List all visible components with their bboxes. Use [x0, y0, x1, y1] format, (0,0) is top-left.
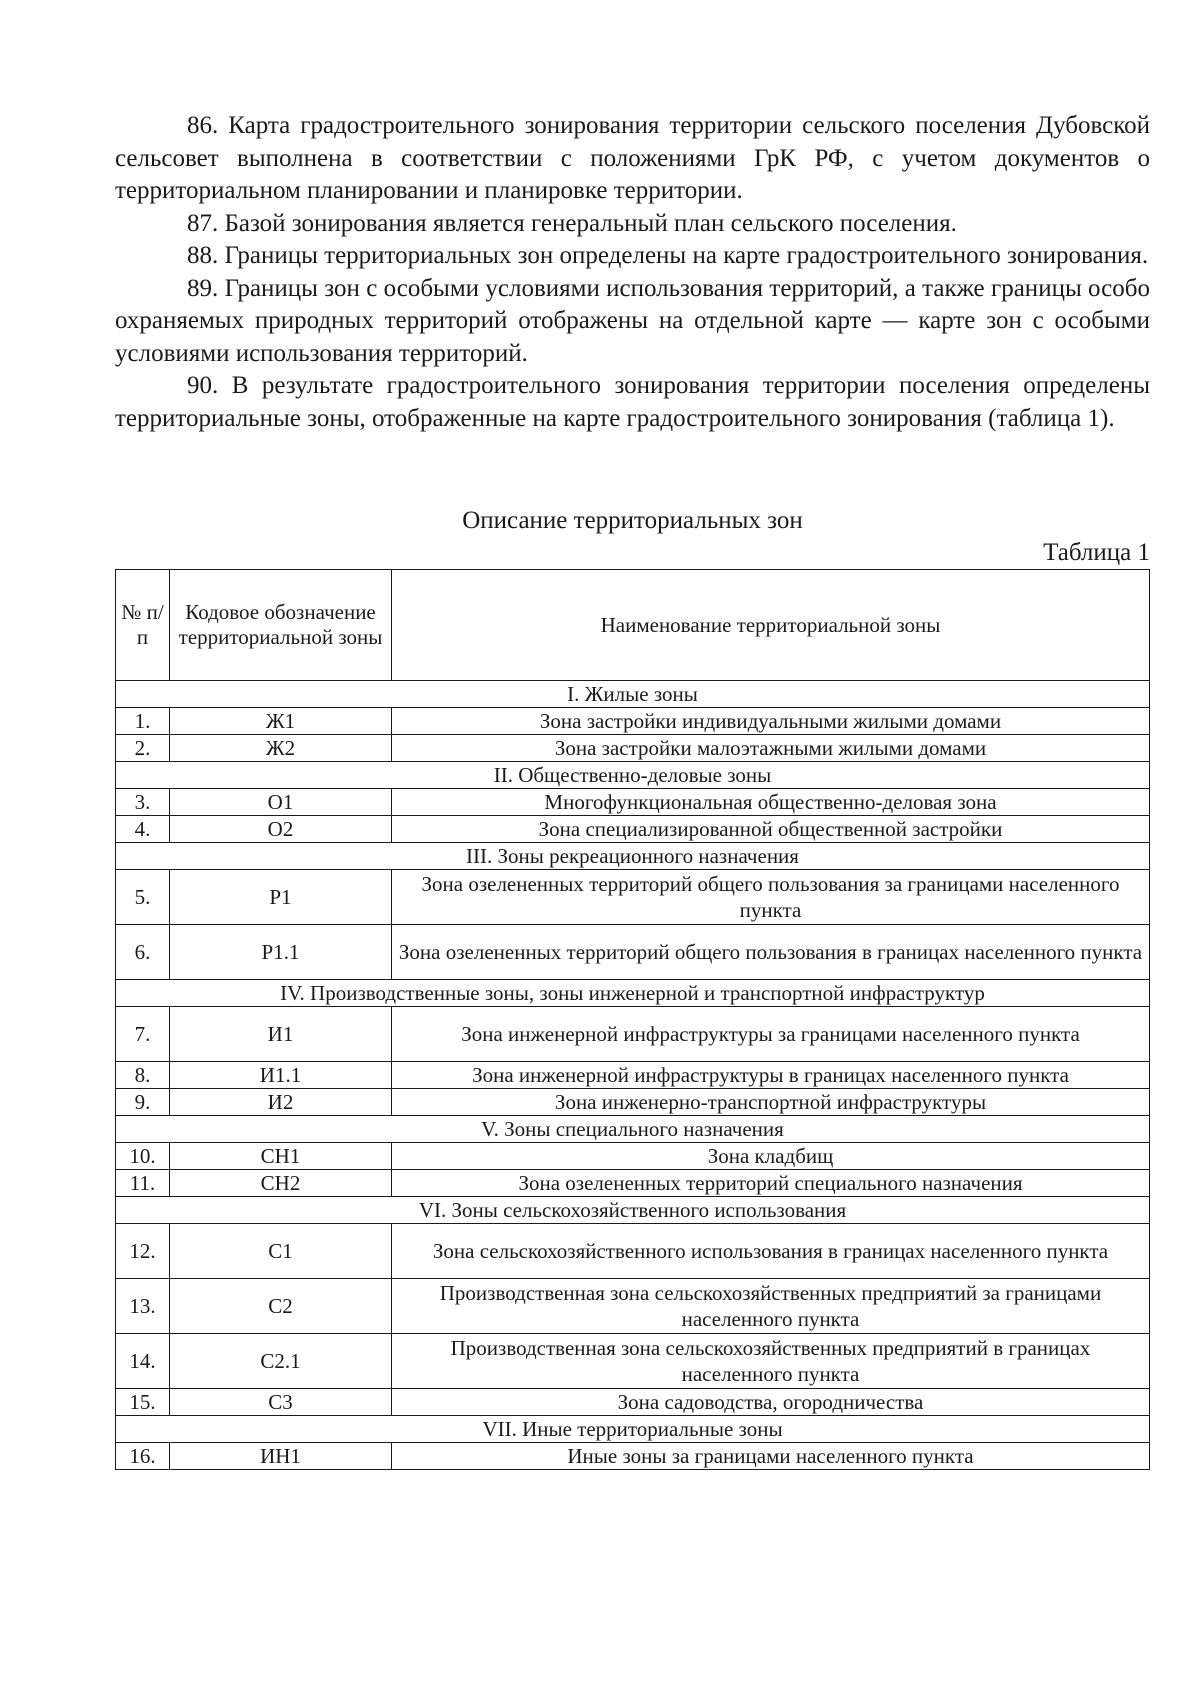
row-num: 11.	[116, 1170, 170, 1197]
row-code: С2	[170, 1279, 392, 1334]
header-name: Наименование территориальной зоны	[392, 570, 1150, 681]
row-code: С2.1	[170, 1334, 392, 1389]
header-code: Кодовое обозначение территориальной зоны	[170, 570, 392, 681]
table-row	[116, 1143, 1150, 1170]
row-num: 16.	[116, 1443, 170, 1470]
row-name: Зона специализированной общественной застройки	[392, 816, 1150, 843]
row-name: Зона инженерной инфраструктуры за границами населенного пункта	[392, 1007, 1150, 1062]
row-name: Зона озелененных территорий специального назначения	[392, 1170, 1150, 1197]
row-name: Производственная зона сельскохозяйственных предприятий в границах населенного пункта	[392, 1334, 1150, 1389]
table-row	[116, 735, 1150, 762]
row-name: Зона сельскохозяйственного использования в границах населенного пункта	[392, 1224, 1150, 1279]
row-code: Р1	[170, 870, 392, 925]
paragraph-89: 89. Границы зон с особыми условиями использования территорий, а также границы особо охраняемых природных территорий отображены на отдельной карте — карте зон с особыми условиями использования территорий.	[115, 274, 1150, 367]
paragraph-87: 87. Базой зонирования является генеральный план сельского поселения.	[187, 209, 957, 237]
row-num: 5.	[116, 870, 170, 925]
row-name: Зона застройки малоэтажными жилыми домами	[392, 735, 1150, 762]
row-num: 14.	[116, 1334, 170, 1389]
group-row	[116, 1416, 1150, 1443]
row-code: О2	[170, 816, 392, 843]
table-row	[116, 925, 1150, 980]
table-row	[116, 1089, 1150, 1116]
row-num: 3.	[116, 789, 170, 816]
header-num: № п/п	[116, 570, 170, 681]
row-num: 15.	[116, 1389, 170, 1416]
document-page	[115, 110, 1150, 1470]
paragraph-86: 86. Карта градостроительного зонирования территории сельского поселения Дубовской сельсовет выполнена в соответствии с положениями ГрК РФ, с учетом документов о территориальном планировании и планировке территории.	[115, 112, 1150, 204]
row-code: Р1.1	[170, 925, 392, 980]
row-num: 7.	[116, 1007, 170, 1062]
row-num: 13.	[116, 1279, 170, 1334]
group-row	[116, 1116, 1150, 1143]
row-code: СН1	[170, 1143, 392, 1170]
group-row	[116, 681, 1150, 708]
row-num: 9.	[116, 1089, 170, 1116]
table-row	[116, 1334, 1150, 1389]
row-name: Зона озелененных территорий общего пользования в границах населенного пункта	[392, 925, 1150, 980]
row-num: 10.	[116, 1143, 170, 1170]
row-code: С1	[170, 1224, 392, 1279]
row-name: Иные зоны за границами населенного пункта	[392, 1443, 1150, 1470]
table-row	[116, 1224, 1150, 1279]
group-title: I. Жилые зоны	[116, 681, 1150, 708]
table-row	[116, 1170, 1150, 1197]
group-row	[116, 843, 1150, 870]
group-row	[116, 1197, 1150, 1224]
table-row	[116, 1279, 1150, 1334]
group-title: VII. Иные территориальные зоны	[116, 1416, 1150, 1443]
row-code: С3	[170, 1389, 392, 1416]
group-title: III. Зоны рекреационного назначения	[116, 843, 1150, 870]
group-row	[116, 980, 1150, 1007]
row-code: О1	[170, 789, 392, 816]
table-row	[116, 816, 1150, 843]
row-name: Зона кладбищ	[392, 1143, 1150, 1170]
table-row	[116, 1389, 1150, 1416]
row-name: Зона инженерно-транспортной инфраструктуры	[392, 1089, 1150, 1116]
row-code: ИН1	[170, 1443, 392, 1470]
zones-table	[115, 569, 1150, 1470]
paragraphs	[115, 110, 1150, 435]
row-num: 2.	[116, 735, 170, 762]
row-name: Многофункциональная общественно-деловая зона	[392, 789, 1150, 816]
row-code: И2	[170, 1089, 392, 1116]
table-row	[116, 789, 1150, 816]
row-code: СН2	[170, 1170, 392, 1197]
group-title: II. Общественно-деловые зоны	[116, 762, 1150, 789]
row-name: Производственная зона сельскохозяйственных предприятий за границами населенного пункта	[392, 1279, 1150, 1334]
row-name: Зона инженерной инфраструктуры в границах населенного пункта	[392, 1062, 1150, 1089]
row-name: Зона застройки индивидуальными жилыми домами	[392, 708, 1150, 735]
row-num: 6.	[116, 925, 170, 980]
group-title: VI. Зоны сельскохозяйственного использования	[116, 1197, 1150, 1224]
row-code: И1.1	[170, 1062, 392, 1089]
table-row	[116, 870, 1150, 925]
table-title: Описание территориальных зон	[462, 507, 803, 534]
row-num: 8.	[116, 1062, 170, 1089]
group-title: V. Зоны специального назначения	[116, 1116, 1150, 1143]
row-code: Ж2	[170, 735, 392, 762]
row-name: Зона озелененных территорий общего пользования за границами населенного пункта	[392, 870, 1150, 925]
row-code: Ж1	[170, 708, 392, 735]
table-row	[116, 708, 1150, 735]
table-row	[116, 1443, 1150, 1470]
table-header-row	[116, 570, 1150, 681]
row-code: И1	[170, 1007, 392, 1062]
row-num: 4.	[116, 816, 170, 843]
group-row	[116, 762, 1150, 789]
paragraph-88: 88. Границы территориальных зон определены на карте градостроительного зонирования.	[187, 242, 1149, 269]
table-row	[116, 1007, 1150, 1062]
row-num: 12.	[116, 1224, 170, 1279]
table-label: Таблица 1	[1043, 539, 1150, 566]
paragraph-90: 90. В результате градостроительного зонирования территории поселения определены территориальные зоны, отображенные на карте градостроительного зонирования (таблица 1).	[115, 372, 1150, 432]
table-row	[116, 1062, 1150, 1089]
row-num: 1.	[116, 708, 170, 735]
row-name: Зона садоводства, огородничества	[392, 1389, 1150, 1416]
group-title: IV. Производственные зоны, зоны инженерной и транспортной инфраструктур	[116, 980, 1150, 1007]
